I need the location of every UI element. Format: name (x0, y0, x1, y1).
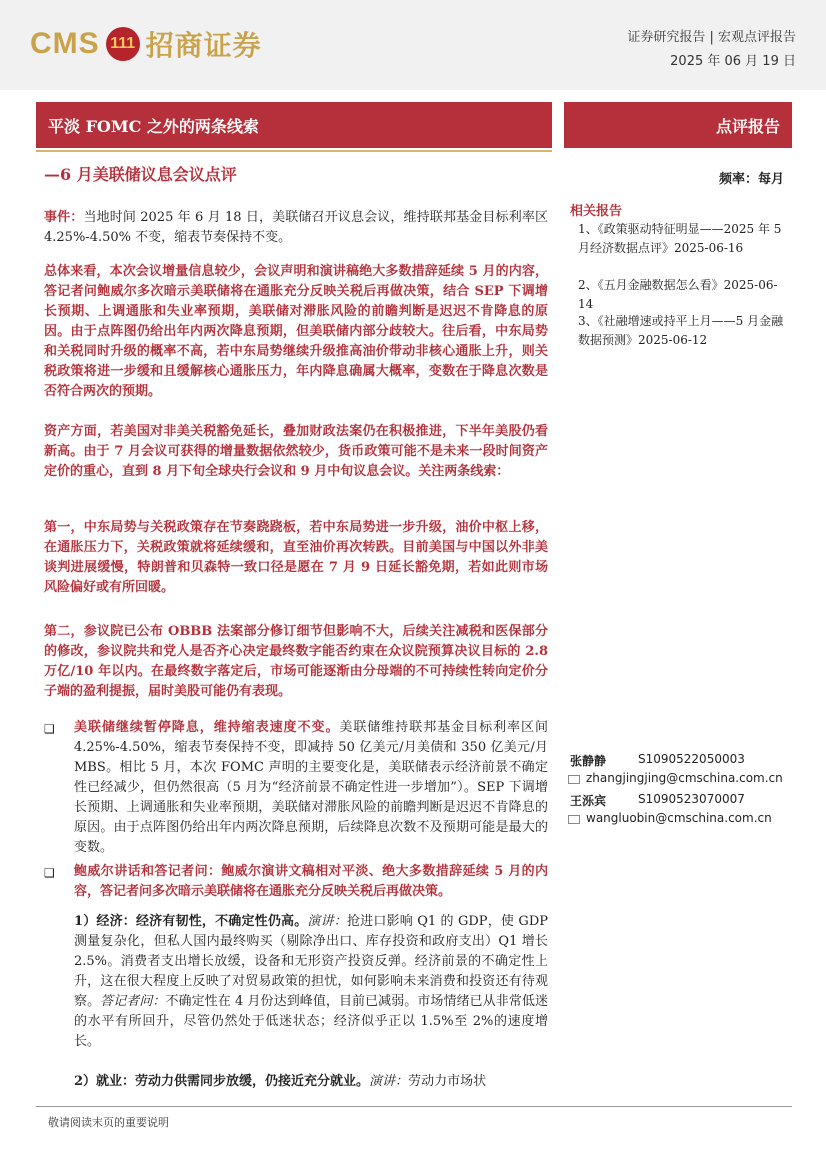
speech-label: 演讲： (369, 1074, 409, 1089)
sub-point-economy (74, 912, 548, 1052)
event-paragraph (44, 208, 548, 248)
report-title: 平淡 FOMC 之外的两条线索 (48, 117, 259, 136)
analyst-email[interactable]: zhangjingjing@cmschina.com.cn (586, 771, 783, 785)
sub-point-employment (74, 1072, 548, 1092)
title-underline (36, 150, 552, 152)
bullet-fed (74, 718, 548, 858)
sub-point-economy-qa: 不确定性在 4 月份达到峰值，目前已减弱。市场情绪已从非常低迷的水平有所回升，尽管仍然处于低迷状态；经济似乎正以 1.5%至 2%的速度增长。 (74, 994, 548, 1049)
sub-point-economy-speech: 抢进口影响 Q1 的 GDP，使 GDP 测量复杂化，但私人国内最终购买（剔除净出口、库存投资和政府支出）Q1 增长 2.5%。消费者支出增长放缓，设备和无形资产投资反弹。经济前景的不确定性上升，这在很大程度上反映了对贸易政策的担忧，如何影响未来消费和投资还有待观察。 (74, 914, 548, 1009)
related-reports-title: 相关报告 (570, 204, 623, 219)
related-report-link[interactable]: 2、《五月金融数据怎么看》2025-06-14 (578, 278, 778, 311)
email-icon (568, 815, 580, 824)
email-icon (568, 775, 580, 784)
sub-point-economy-head: 1）经济：经济有韧性，不确定性仍高。 (74, 914, 308, 929)
related-report-link[interactable]: 3、《社融增速或持平上月——5 月金融数据预测》2025-06-12 (578, 314, 784, 347)
logo-cms-text: CMS (30, 27, 100, 60)
bullet-fed-text: 美联储维持联邦基金目标利率区间 4.25%-4.50%，缩表节奏保持不变，即减持 50 亿美元/月美债和 350 亿美元/月 MBS。相比 5 月，本次 FOMC 声明的主要变化是，美联储表示经济前景不确定性已经减少，但仍然很高（5 月为“经济前景不确定性进一步增加”）。SEP 下调增长预期、上调通胀和失业率预期，美联储对滞胀风险的前瞻判断是迟迟不肯降息的原因。由于点阵图仍给出年内两次降息预期，后续降息次数不及预期可能是最大的变数。 (74, 720, 548, 855)
report-date: 2025 年 06 月 19 日 (670, 54, 796, 69)
analyst-email[interactable]: wangluobin@cmschina.com.cn (586, 811, 772, 825)
speech-label: 演讲： (307, 914, 347, 929)
side-label-bar (564, 102, 792, 148)
title-bar (36, 102, 552, 148)
footer-note: 敬请阅读末页的重要说明 (48, 1116, 169, 1129)
report-type: 证券研究报告 | 宏观点评报告 (627, 30, 796, 45)
qa-label: 答记者问： (100, 994, 166, 1009)
side-label: 点评报告 (715, 117, 780, 136)
analyst-name: 张静静 (570, 754, 607, 768)
analyst-id: S1090522050003 (638, 752, 745, 766)
bullet-powell: 鲍威尔讲话和答记者问：鲍威尔演讲文稿相对平淡、绝大多数措辞延续 5 月的内容，答记者问多次暗示美联储将在通胀充分反映关税后再做决策。 (74, 864, 548, 899)
company-logo (30, 22, 262, 66)
event-text: 当地时间 2025 年 6 月 18 日，美联储召开议息会议，维持联邦基金目标利率区 4.25%-4.50% 不变，缩表节奏保持不变。 (44, 210, 548, 245)
footer-divider (36, 1106, 792, 1107)
bullet-icon: ❑ (44, 866, 55, 880)
summary-paragraph: 总体来看，本次会议增量信息较少，会议声明和演讲稿绝大多数措辞延续 5 月的内容，答记者问鲍威尔多次暗示美联储将在通胀充分反映关税后再做决策，结合 SEP 下调增长预期、上调通胀和失业率预期，美联储对滞胀风险的前瞻判断是迟迟不肯降息的原因。由于点阵图仍给出年内两次降息预期，但美联储内部分歧较大。往后看，中东局势和关税同时升级的概率不高，若中东局势继续升级推高油价带动非核心通胀上升，则关税政策将进一步缓和且缓解核心通胀压力，年内降息确属大概率，变数在于降息次数是否符合两次的预期。 (44, 264, 548, 399)
logo-cn-text: 招商证券 (145, 29, 262, 62)
analyst-name: 王泺宾 (570, 794, 607, 808)
related-report-link[interactable]: 1、《政策驱动特征明显——2025 年 5 月经济数据点评》2025-06-16 (578, 222, 782, 255)
bullet-icon: ❑ (44, 722, 55, 736)
sub-point-employment-head: 2）就业：劳动力供需同步放缓，仍接近充分就业。 (74, 1074, 370, 1089)
clue-two-paragraph: 第二，参议院已公布 OBBB 法案部分修订细节但影响不大，后续关注减税和医保部分的修改，参议院共和党人是否齐心决定最终数字能否约束在众议院预算决议目标的 2.8 万亿/10 年以内。在最终数字落定后，市场可能逐渐由分母端的不可持续性转向定价分子端的盈利提振，届时美股可能仍有表现。 (44, 624, 548, 699)
event-label: 事件： (44, 210, 84, 225)
sub-point-employment-speech: 劳动力市场状 (408, 1074, 487, 1089)
analyst-id: S1090523070007 (638, 792, 745, 806)
report-subtitle: —6 月美联储议息会议点评 (44, 165, 237, 184)
logo-emblem-icon: 111 (106, 27, 140, 61)
assets-paragraph: 资产方面，若美国对非美关税豁免延长，叠加财政法案仍在积极推进，下半年美股仍看新高。由于 7 月会议可获得的增量数据依然较少，货币政策可能不是未来一段时间资产定价的重心，直到 8 月下旬全球央行会议和 9 月中旬议息会议。关注两条线索： (44, 424, 548, 479)
clue-one-paragraph: 第一，中东局势与关税政策存在节奏跷跷板，若中东局势进一步升级，油价中枢上移，在通胀压力下，关税政策就将延续缓和，直至油价再次转跌。目前美国与中国以外非美谈判进展缓慢，特朗普和贝森特一致口径是愿在 7 月 9 日延长豁免期，若如此则市场风险偏好或有所回暖。 (44, 520, 548, 595)
frequency: 频率：每月 (718, 172, 784, 187)
bullet-fed-lead: 美联储继续暂停降息，维持缩表速度不变。 (74, 720, 340, 735)
